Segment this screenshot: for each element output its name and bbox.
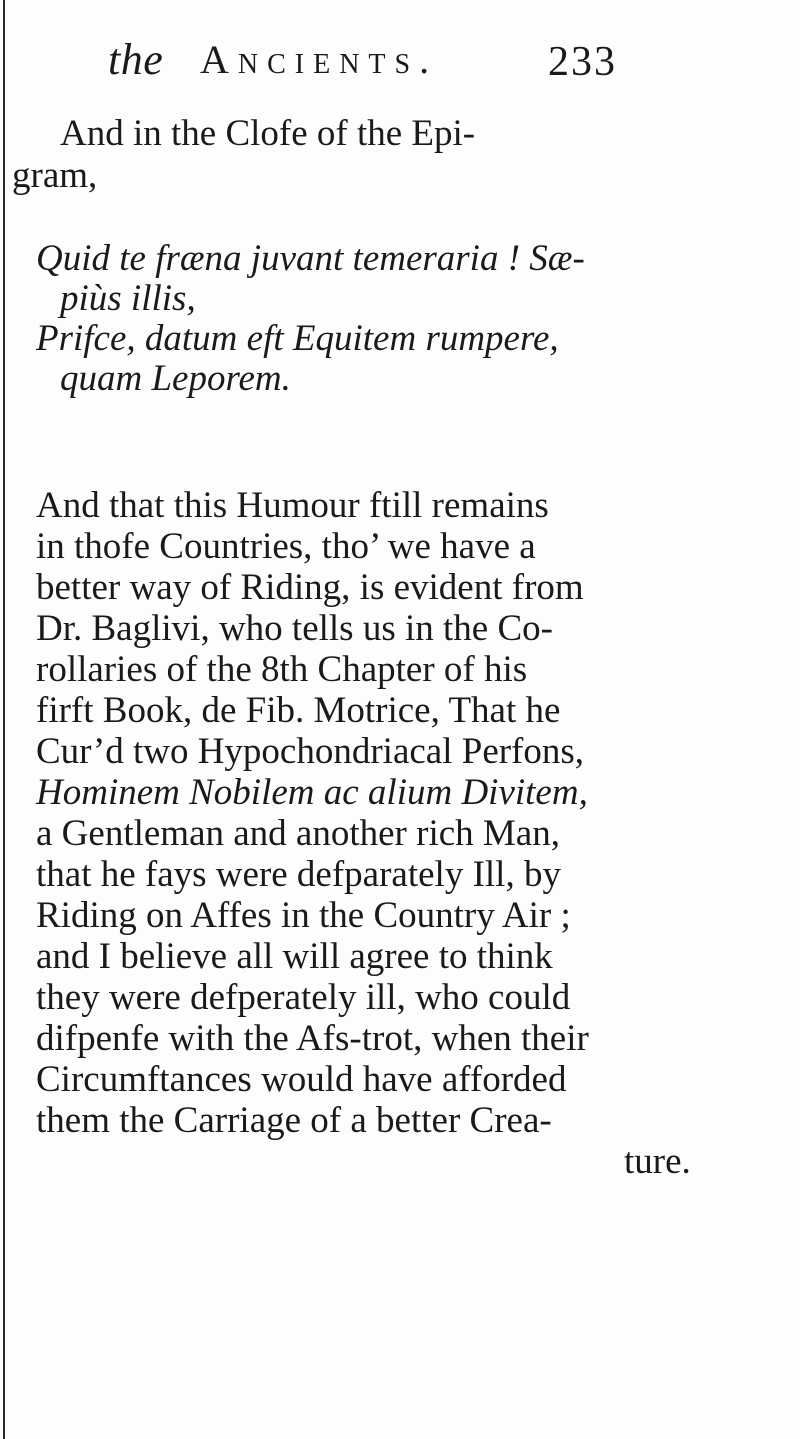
page-edge-rule [3, 0, 5, 1439]
text-line: better way of Riding, is evident from [36, 567, 584, 608]
text-line: And in the Clofe of the Epi- [60, 113, 476, 154]
text-line: Dr. Baglivi, who tells us in the Co- [36, 608, 553, 649]
running-header-title: Ancients. [200, 37, 439, 82]
text-line: they were defperately ill, who could [36, 977, 571, 1018]
epigram-line: Prifce, datum eft Equitem rumpere, [36, 318, 559, 359]
text-line: firft Book, de Fib. Motrice, That he [36, 690, 561, 731]
text-line: difpenfe with the Afs-trot, when their [36, 1018, 589, 1059]
text-line: in thofe Countries, tho’ we have a [36, 526, 536, 567]
epigram-line: quam Leporem. [60, 358, 291, 399]
text-line: them the Carriage of a better Crea- [36, 1100, 552, 1141]
text-line: And that this Humour ftill remains [36, 485, 549, 526]
text-line: rollaries of the 8th Chapter of his [36, 649, 528, 690]
text-line: Riding on Affes in the Country Air ; [36, 895, 571, 936]
text-line: and I believe all will agree to think [36, 936, 553, 977]
running-header [108, 34, 668, 90]
text-line: gram, [12, 155, 98, 196]
epigram-line: piùs illis, [60, 278, 196, 319]
text-line: that he fays were defparately Ill, by [36, 854, 561, 895]
page-number: 233 [548, 39, 617, 85]
epigram-line: Quid te fræna juvant temeraria ! Sæ- [36, 238, 585, 279]
text-line: a Gentleman and another rich Man, [36, 813, 560, 854]
text-line: Circumftances would have afforded [36, 1059, 567, 1100]
running-header-article: the [108, 35, 164, 84]
text-line: Hominem Nobilem ac alium Divitem, [36, 772, 588, 813]
catchword: ture. [624, 1141, 691, 1182]
text-line: Cur’d two Hypochondriacal Perfons, [36, 731, 585, 772]
